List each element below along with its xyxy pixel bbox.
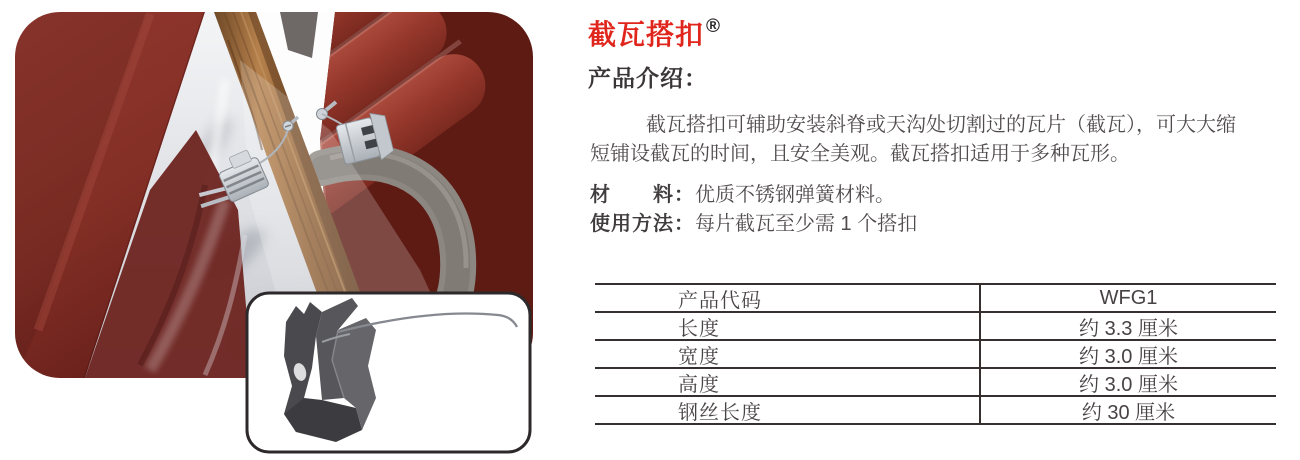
intro-line-2: 短铺设截瓦的时间，且安全美观。截瓦搭扣适用于多种瓦形。 [590, 143, 1130, 165]
intro-heading: 产品介绍： [588, 65, 708, 91]
registered-trademark-symbol: ® [706, 16, 721, 37]
product-title [588, 13, 720, 53]
table-row [595, 369, 1276, 397]
spec-value: 约 3.0 厘米 [1079, 345, 1178, 368]
usage-value: 每片截瓦至少需 1 个搭扣 [695, 213, 918, 235]
material-value: 优质不锈钢弹簧材料。 [695, 184, 895, 206]
spec-label: 高度 [595, 369, 981, 395]
spec-table [595, 283, 1276, 425]
table-row [595, 397, 1276, 425]
spec-value: 约 3.0 厘米 [1079, 373, 1178, 396]
product-title-text: 截瓦搭扣 [588, 19, 705, 50]
spec-label: 长度 [595, 313, 981, 339]
spec-value: 约 30 厘米 [1081, 401, 1176, 424]
usage-label: 使用方法： [590, 213, 695, 235]
inset-product-photo [247, 293, 530, 452]
roof-installation-illustration [0, 0, 560, 460]
spec-value: WFG1 [1099, 286, 1158, 309]
usage-line [590, 207, 917, 236]
material-line [590, 178, 895, 207]
table-row [595, 313, 1276, 341]
intro-paragraph [590, 111, 1296, 169]
spec-label: 产品代码 [595, 285, 981, 311]
table-row [595, 341, 1276, 369]
material-label: 材 料： [590, 184, 695, 206]
spec-value: 约 3.3 厘米 [1079, 317, 1178, 340]
intro-line-1: 截瓦搭扣可辅助安装斜脊或天沟处切割过的瓦片（截瓦），可大大缩 [646, 114, 1236, 136]
spec-label: 钢丝长度 [595, 397, 981, 423]
table-row [595, 285, 1276, 313]
spec-label: 宽度 [595, 341, 981, 367]
